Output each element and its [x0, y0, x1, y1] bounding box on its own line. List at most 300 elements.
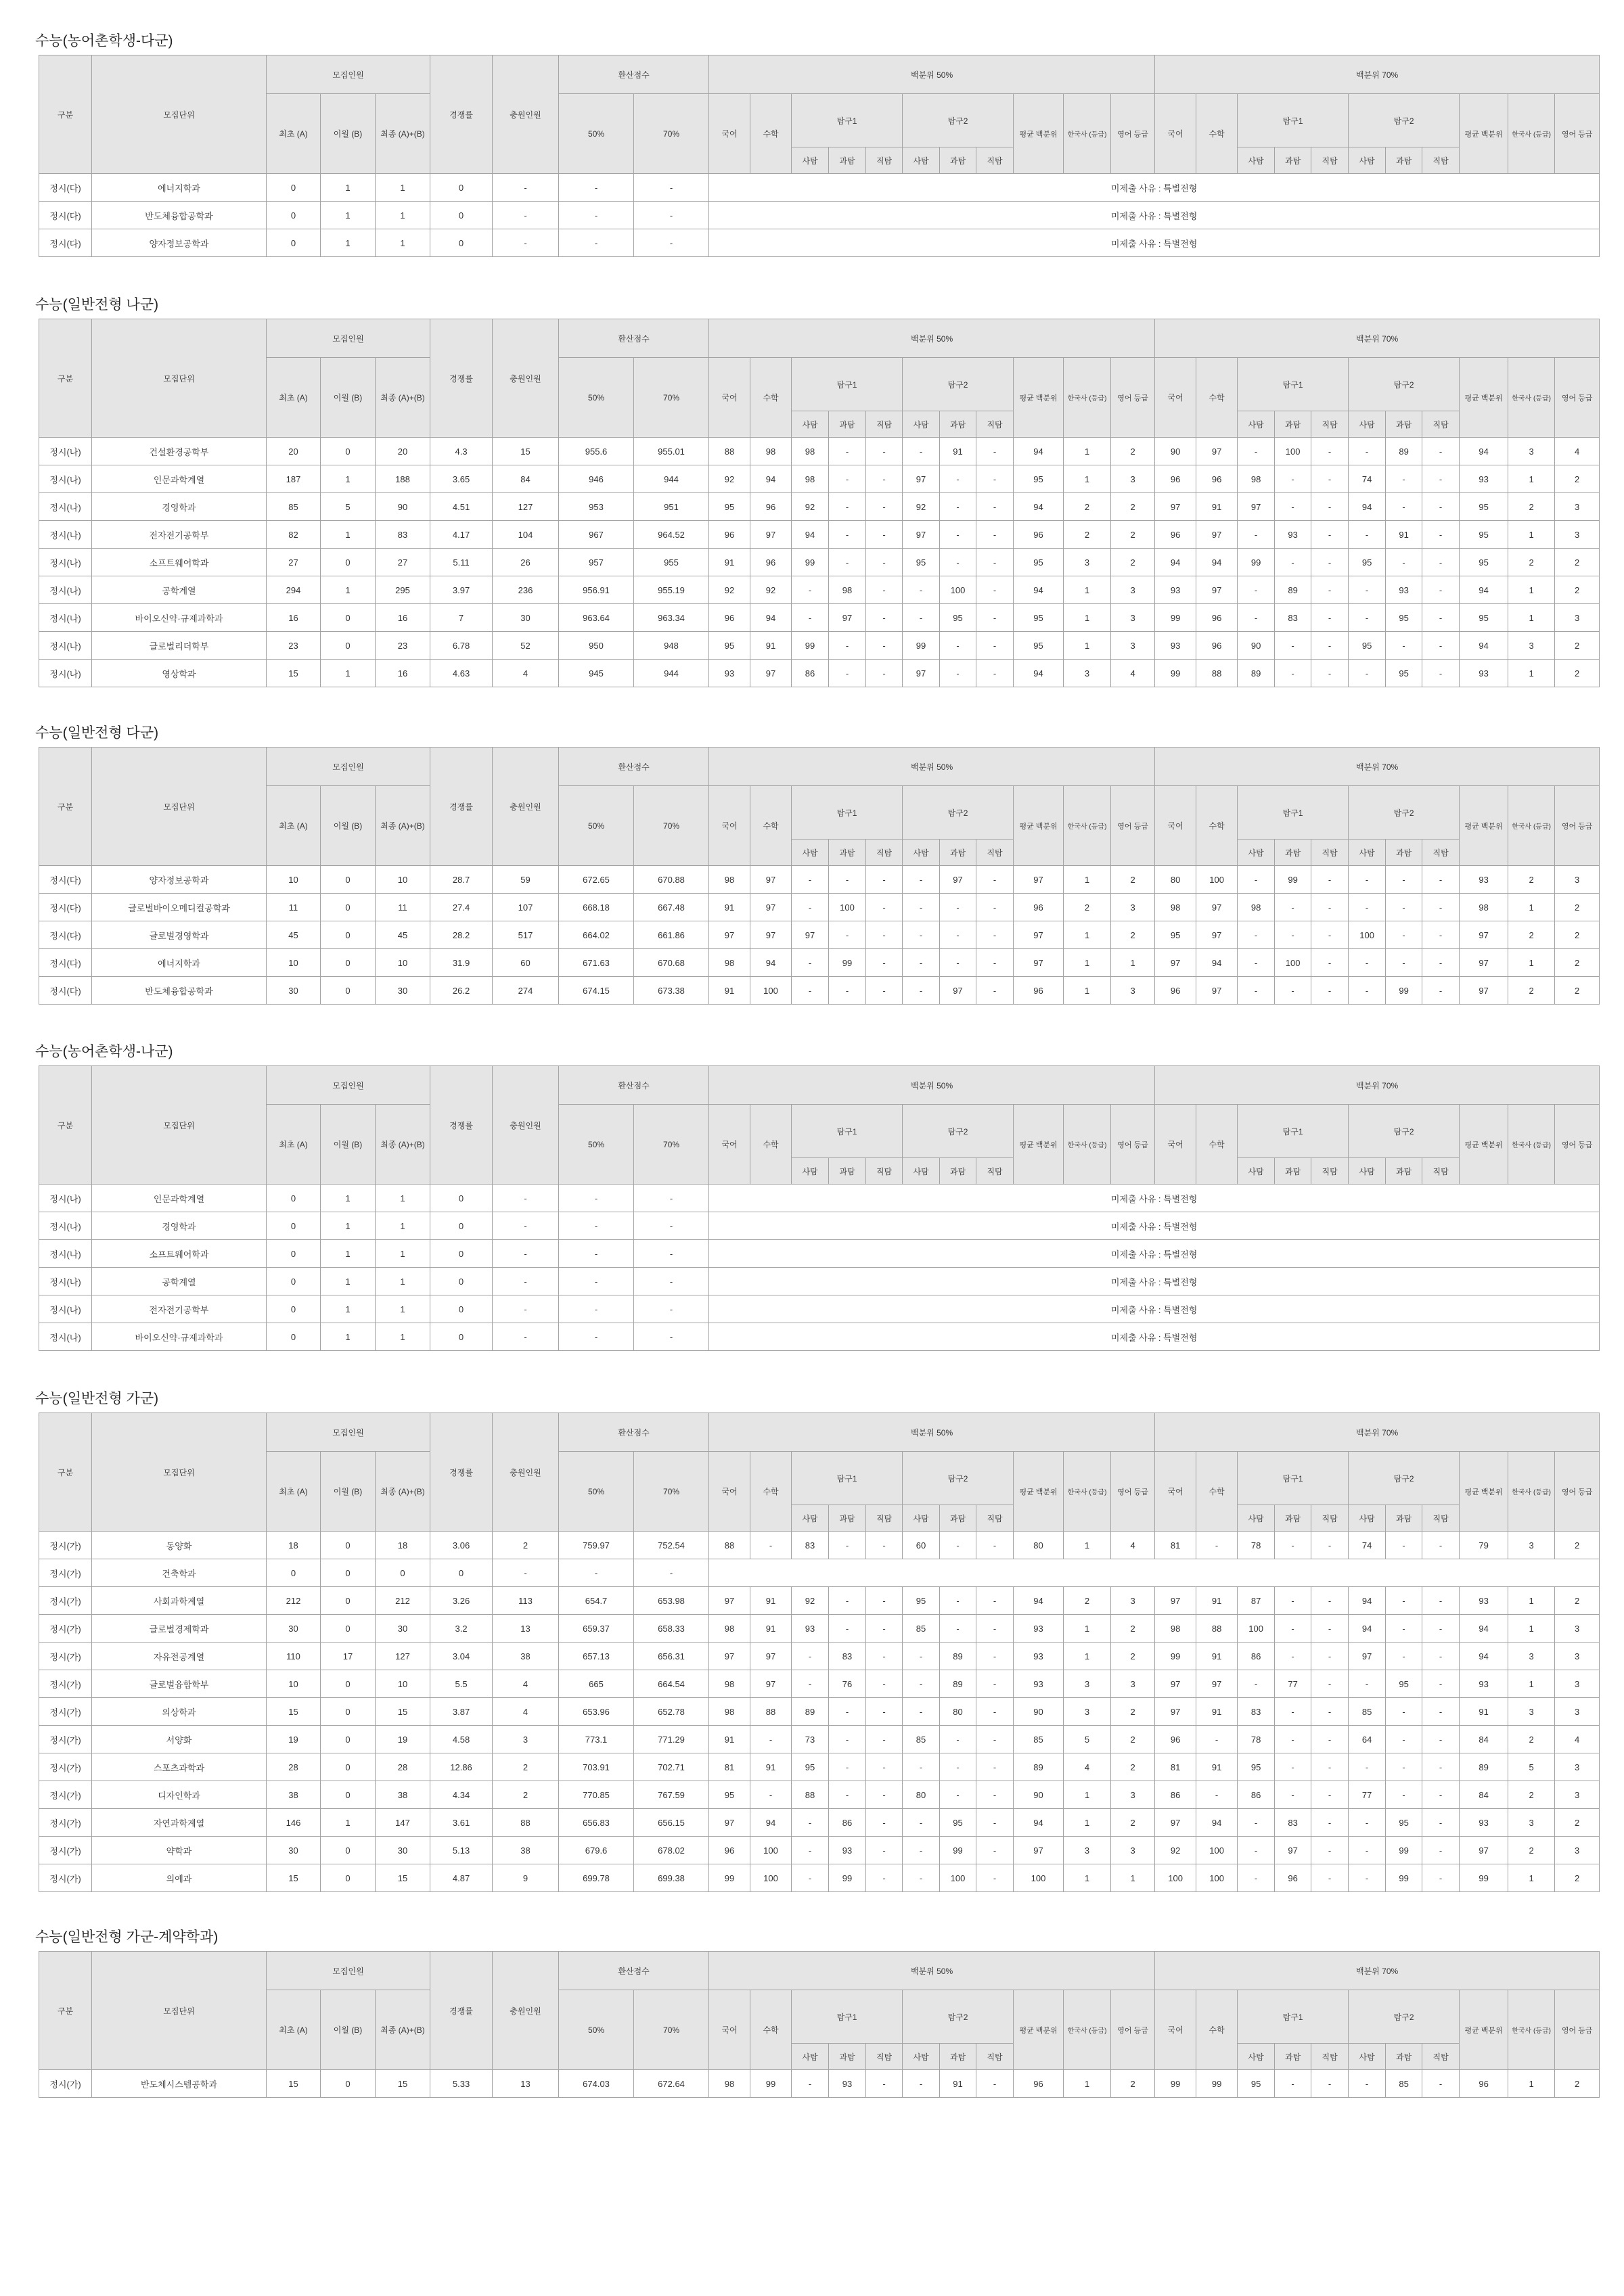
cell-p50-inquiry1-science: 83: [829, 1643, 866, 1670]
cell-initial-count: 10: [267, 1670, 321, 1698]
header-competition-ratio: 경쟁률: [430, 1066, 493, 1185]
cell-initial-count: 146: [267, 1809, 321, 1837]
table-row: [39, 1698, 1600, 1726]
cell-p50-average-percentile: 94: [1014, 1587, 1064, 1615]
table-row: [39, 1837, 1600, 1864]
header-converted-score: 환산점수: [559, 1952, 709, 1990]
header-english-grade: 영어 등급: [1555, 94, 1600, 174]
cell-p50-english-grade: 3: [1111, 604, 1155, 632]
header-math: 수학: [750, 786, 792, 866]
header-average-percentile: 평균 백분위: [1460, 94, 1508, 174]
cell-p50-inquiry1-social: -: [792, 576, 829, 604]
cell-competition-ratio: 27.4: [430, 894, 493, 921]
header-english-grade: 영어 등급: [1111, 358, 1155, 438]
cell-initial-count: 18: [267, 1532, 321, 1559]
cell-p70-inquiry2-science: -: [1386, 1587, 1422, 1615]
cell-p50-korean: 91: [709, 549, 750, 576]
cell-p50-math: 94: [750, 465, 792, 493]
cell-p70-inquiry1-science: -: [1275, 1615, 1311, 1643]
cell-p50-inquiry2-social: -: [903, 1643, 940, 1670]
cell-p70-inquiry1-social: -: [1238, 576, 1275, 604]
cell-p50-inquiry2-science: 89: [940, 1670, 976, 1698]
cell-competition-ratio: 0: [430, 229, 493, 257]
cell-p70-inquiry2-social: 100: [1349, 921, 1386, 949]
cell-additional-count: -: [493, 1268, 559, 1295]
admission-result-table: [39, 1951, 1600, 2098]
result-section: [35, 1385, 1600, 1892]
cell-additional-count: 236: [493, 576, 559, 604]
cell-p70-inquiry1-social: 95: [1238, 2070, 1275, 2098]
cell-carryover-count: 0: [321, 1559, 376, 1587]
cell-carryover-count: 1: [321, 1185, 376, 1212]
cell-initial-count: 0: [267, 1185, 321, 1212]
cell-p50-english-grade: 2: [1111, 521, 1155, 549]
cell-p70-inquiry1-vocational: -: [1311, 1753, 1349, 1781]
table-row: [39, 1643, 1600, 1670]
cell-p70-average-percentile: 97: [1460, 977, 1508, 1005]
header-average-percentile: 평균 백분위: [1460, 786, 1508, 866]
cell-p50-inquiry2-science: -: [940, 1532, 976, 1559]
header-converted-score: 환산점수: [559, 319, 709, 358]
cell-p50-inquiry2-science: -: [940, 894, 976, 921]
cell-p50-korean: 92: [709, 576, 750, 604]
cell-p50-inquiry1-science: 98: [829, 576, 866, 604]
cell-p50-inquiry1-social: -: [792, 1670, 829, 1698]
cell-p50-korean: 96: [709, 521, 750, 549]
cell-p50-inquiry1-social: 95: [792, 1753, 829, 1781]
cell-carryover-count: 0: [321, 632, 376, 660]
cell-admission-type: 정시(나): [39, 549, 92, 576]
cell-p50-average-percentile: 97: [1014, 1837, 1064, 1864]
cell-converted-score-50: 665: [559, 1670, 634, 1698]
cell-p70-inquiry1-vocational: -: [1311, 921, 1349, 949]
table-row: [39, 949, 1600, 977]
cell-p50-math: 98: [750, 438, 792, 465]
cell-p70-inquiry2-social: -: [1349, 2070, 1386, 2098]
cell-p70-inquiry1-science: -: [1275, 1726, 1311, 1753]
cell-p70-inquiry2-social: -: [1349, 1753, 1386, 1781]
cell-p70-english-grade: 3: [1555, 604, 1600, 632]
cell-p70-korean: 97: [1155, 1809, 1196, 1837]
header-vocational-inquiry: 직탐: [1422, 840, 1460, 866]
cell-recruit-unit: 글로벌경제학과: [92, 1615, 267, 1643]
cell-converted-score-50: -: [559, 174, 634, 202]
header-social-inquiry: 사탐: [903, 1505, 940, 1532]
cell-p50-history-grade: 1: [1064, 921, 1111, 949]
cell-p50-inquiry2-science: -: [940, 549, 976, 576]
cell-p70-inquiry1-social: 86: [1238, 1781, 1275, 1809]
cell-p70-inquiry1-science: 97: [1275, 1837, 1311, 1864]
cell-p70-korean: 99: [1155, 660, 1196, 687]
cell-carryover-count: 0: [321, 866, 376, 894]
cell-converted-score-70: 656.31: [634, 1643, 709, 1670]
header-science-inquiry: 과탐: [1275, 147, 1311, 174]
cell-admission-type: 정시(나): [39, 576, 92, 604]
cell-p50-history-grade: 3: [1064, 660, 1111, 687]
cell-competition-ratio: 7: [430, 604, 493, 632]
header-competition-ratio: 경쟁률: [430, 748, 493, 866]
cell-final-count: 1: [376, 1212, 430, 1240]
header-converted-score: 환산점수: [559, 748, 709, 786]
cell-p50-math: 94: [750, 1809, 792, 1837]
cell-admission-type: 정시(나): [39, 660, 92, 687]
cell-competition-ratio: 4.34: [430, 1781, 493, 1809]
cell-converted-score-70: 656.15: [634, 1809, 709, 1837]
cell-converted-score-70: 670.88: [634, 866, 709, 894]
cell-initial-count: 19: [267, 1726, 321, 1753]
cell-competition-ratio: 3.26: [430, 1587, 493, 1615]
cell-additional-count: 2: [493, 1781, 559, 1809]
cell-additional-count: 60: [493, 949, 559, 977]
cell-additional-count: 127: [493, 493, 559, 521]
cell-p50-average-percentile: 94: [1014, 660, 1064, 687]
header-inquiry1: 탐구1: [1238, 1105, 1349, 1158]
cell-p70-inquiry1-vocational: -: [1311, 1587, 1349, 1615]
cell-p70-average-percentile: 89: [1460, 1753, 1508, 1781]
cell-p50-math: 99: [750, 2070, 792, 2098]
header-vocational-inquiry: 직탐: [1311, 1505, 1349, 1532]
cell-converted-score-50: -: [559, 1240, 634, 1268]
cell-p70-inquiry1-social: -: [1238, 1837, 1275, 1864]
cell-carryover-count: 0: [321, 549, 376, 576]
cell-final-count: 15: [376, 2070, 430, 2098]
cell-p70-inquiry2-science: 93: [1386, 576, 1422, 604]
cell-p50-korean: 81: [709, 1753, 750, 1781]
cell-p70-korean: 99: [1155, 1643, 1196, 1670]
cell-p70-korean: 94: [1155, 549, 1196, 576]
cell-p70-math: 100: [1196, 1864, 1238, 1892]
cell-p50-average-percentile: 85: [1014, 1726, 1064, 1753]
cell-admission-type: 정시(나): [39, 1323, 92, 1351]
cell-p70-inquiry2-vocational: -: [1422, 660, 1460, 687]
cell-p50-korean: 88: [709, 1532, 750, 1559]
cell-converted-score-70: -: [634, 1212, 709, 1240]
cell-p70-english-grade: 2: [1555, 977, 1600, 1005]
cell-p70-math: 94: [1196, 549, 1238, 576]
cell-competition-ratio: 31.9: [430, 949, 493, 977]
cell-additional-count: 38: [493, 1643, 559, 1670]
cell-p50-inquiry1-social: -: [792, 1809, 829, 1837]
cell-converted-score-50: 679.6: [559, 1837, 634, 1864]
cell-converted-score-70: -: [634, 229, 709, 257]
cell-p50-math: 94: [750, 949, 792, 977]
cell-p50-inquiry1-vocational: -: [866, 2070, 903, 2098]
cell-p70-math: -: [1196, 1726, 1238, 1753]
cell-p70-inquiry2-science: 99: [1386, 1864, 1422, 1892]
header-row-middle: [39, 786, 1600, 840]
cell-p50-korean: 96: [709, 1837, 750, 1864]
cell-p50-inquiry2-science: -: [940, 660, 976, 687]
header-math: 수학: [750, 94, 792, 174]
header-recruit-count: 모집인원: [267, 55, 430, 94]
cell-p50-math: 88: [750, 1698, 792, 1726]
cell-p50-inquiry2-vocational: -: [976, 1809, 1014, 1837]
header-science-inquiry: 과탐: [1275, 411, 1311, 438]
header-row-top: [39, 1952, 1600, 1990]
cell-p50-history-grade: 1: [1064, 949, 1111, 977]
cell-p70-inquiry2-science: -: [1386, 1615, 1422, 1643]
cell-recruit-unit: 글로벌바이오메디컬공학과: [92, 894, 267, 921]
cell-converted-score-70: 955.19: [634, 576, 709, 604]
cell-p50-inquiry2-science: -: [940, 1753, 976, 1781]
header-competition-ratio: 경쟁률: [430, 55, 493, 174]
cell-p70-inquiry1-science: -: [1275, 1781, 1311, 1809]
cell-p70-inquiry2-vocational: -: [1422, 632, 1460, 660]
cell-carryover-count: 0: [321, 1837, 376, 1864]
header-vocational-inquiry: 직탐: [976, 411, 1014, 438]
header-social-inquiry: 사탐: [792, 1158, 829, 1185]
cell-initial-count: 11: [267, 894, 321, 921]
cell-converted-score-70: -: [634, 1268, 709, 1295]
cell-recruit-unit: 양자정보공학과: [92, 866, 267, 894]
cell-p50-inquiry1-social: 98: [792, 438, 829, 465]
cell-p70-english-grade: 2: [1555, 949, 1600, 977]
cell-recruit-unit: 반도체시스템공학과: [92, 2070, 267, 2098]
admission-result-table: [39, 319, 1600, 687]
cell-p70-inquiry2-science: -: [1386, 921, 1422, 949]
cell-p70-history-grade: 2: [1508, 1781, 1555, 1809]
cell-converted-score-50: 946: [559, 465, 634, 493]
cell-p50-english-grade: 3: [1111, 894, 1155, 921]
cell-initial-count: 0: [267, 1212, 321, 1240]
cell-initial-count: 27: [267, 549, 321, 576]
table-header: [39, 748, 1600, 866]
header-inquiry2: 탐구2: [903, 786, 1014, 840]
cell-admission-type: 정시(나): [39, 1185, 92, 1212]
cell-p70-english-grade: 3: [1555, 1643, 1600, 1670]
header-math: 수학: [1196, 1105, 1238, 1185]
cell-competition-ratio: 5.5: [430, 1670, 493, 1698]
cell-p70-korean: 97: [1155, 1698, 1196, 1726]
cell-p70-inquiry2-science: -: [1386, 1781, 1422, 1809]
header-converted-score: 환산점수: [559, 55, 709, 94]
cell-p70-inquiry2-science: -: [1386, 493, 1422, 521]
cell-additional-count: 9: [493, 1864, 559, 1892]
cell-p70-english-grade: 2: [1555, 632, 1600, 660]
cell-p70-history-grade: 3: [1508, 1643, 1555, 1670]
cell-p70-history-grade: 1: [1508, 2070, 1555, 2098]
cell-carryover-count: 1: [321, 576, 376, 604]
table-row: [39, 549, 1600, 576]
cell-admission-type: 정시(가): [39, 1587, 92, 1615]
cell-p70-english-grade: 3: [1555, 493, 1600, 521]
header-recruit-count: 모집인원: [267, 1413, 430, 1452]
cell-p70-history-grade: 2: [1508, 1837, 1555, 1864]
cell-p50-inquiry2-vocational: -: [976, 438, 1014, 465]
cell-p50-average-percentile: 95: [1014, 604, 1064, 632]
admission-result-table: [39, 1065, 1600, 1351]
cell-p50-inquiry2-social: 97: [903, 521, 940, 549]
cell-p50-inquiry1-social: 83: [792, 1532, 829, 1559]
cell-p50-inquiry1-vocational: -: [866, 1532, 903, 1559]
cell-p50-average-percentile: 80: [1014, 1532, 1064, 1559]
cell-p50-english-grade: 2: [1111, 1615, 1155, 1643]
cell-admission-type: 정시(나): [39, 632, 92, 660]
cell-p70-inquiry1-vocational: -: [1311, 1615, 1349, 1643]
cell-p50-inquiry2-vocational: -: [976, 921, 1014, 949]
cell-p70-history-grade: 2: [1508, 1726, 1555, 1753]
header-history-grade: 한국사 (등급): [1508, 786, 1555, 866]
cell-carryover-count: 0: [321, 921, 376, 949]
cell-p70-korean: 96: [1155, 977, 1196, 1005]
cell-p70-inquiry1-vocational: -: [1311, 1698, 1349, 1726]
cell-p70-korean: 96: [1155, 465, 1196, 493]
header-inquiry2: 탐구2: [903, 1452, 1014, 1505]
cell-admission-type: 정시(가): [39, 1670, 92, 1698]
header-vocational-inquiry: 직탐: [866, 147, 903, 174]
cell-p50-average-percentile: 96: [1014, 521, 1064, 549]
cell-p70-inquiry1-science: -: [1275, 1753, 1311, 1781]
cell-additional-count: 88: [493, 1809, 559, 1837]
cell-p50-english-grade: 3: [1111, 632, 1155, 660]
table-row: [39, 1268, 1600, 1295]
cell-converted-score-70: 653.98: [634, 1587, 709, 1615]
cell-p70-inquiry1-science: 89: [1275, 576, 1311, 604]
cell-p70-average-percentile: 95: [1460, 549, 1508, 576]
cell-p50-inquiry2-vocational: -: [976, 1781, 1014, 1809]
cell-competition-ratio: 3.06: [430, 1532, 493, 1559]
cell-p70-english-grade: 2: [1555, 576, 1600, 604]
header-initial-count: 최초 (A): [267, 94, 321, 174]
cell-p50-inquiry1-vocational: -: [866, 1753, 903, 1781]
cell-p70-inquiry1-social: 86: [1238, 1643, 1275, 1670]
cell-p70-history-grade: 1: [1508, 660, 1555, 687]
cell-p50-inquiry2-social: 99: [903, 632, 940, 660]
cell-p50-math: 97: [750, 1670, 792, 1698]
cell-p50-history-grade: 2: [1064, 1587, 1111, 1615]
cell-additional-count: 13: [493, 2070, 559, 2098]
cell-p70-inquiry2-vocational: -: [1422, 604, 1460, 632]
cell-p70-inquiry2-social: -: [1349, 1809, 1386, 1837]
cell-converted-score-50: 945: [559, 660, 634, 687]
header-converted-70: 70%: [634, 1990, 709, 2070]
cell-p70-inquiry2-vocational: -: [1422, 1837, 1460, 1864]
cell-p50-inquiry2-science: 100: [940, 576, 976, 604]
cell-additional-count: -: [493, 229, 559, 257]
cell-admission-type: 정시(나): [39, 604, 92, 632]
cell-p70-history-grade: 2: [1508, 493, 1555, 521]
header-history-grade: 한국사 (등급): [1064, 1105, 1111, 1185]
cell-converted-score-50: 653.96: [559, 1698, 634, 1726]
cell-converted-score-50: -: [559, 1323, 634, 1351]
cell-converted-score-50: 703.91: [559, 1753, 634, 1781]
header-recruit-unit: 모집단위: [92, 1952, 267, 2070]
cell-competition-ratio: 0: [430, 1240, 493, 1268]
cell-final-count: 1: [376, 202, 430, 229]
cell-recruit-unit: 바이오신약·규제과학과: [92, 1323, 267, 1351]
table-row: [39, 921, 1600, 949]
table-row: [39, 1559, 1600, 1587]
cell-initial-count: 30: [267, 1837, 321, 1864]
cell-p50-inquiry1-vocational: -: [866, 977, 903, 1005]
cell-p70-average-percentile: 99: [1460, 1864, 1508, 1892]
table-row: [39, 1726, 1600, 1753]
header-history-grade: 한국사 (등급): [1508, 1990, 1555, 2070]
cell-p70-inquiry1-vocational: -: [1311, 866, 1349, 894]
cell-p50-english-grade: 2: [1111, 866, 1155, 894]
header-final-count: 최종 (A)+(B): [376, 1452, 430, 1532]
cell-converted-score-70: 673.38: [634, 977, 709, 1005]
cell-p70-history-grade: 1: [1508, 604, 1555, 632]
cell-final-count: 1: [376, 1323, 430, 1351]
header-english-grade: 영어 등급: [1555, 1452, 1600, 1532]
cell-p50-english-grade: 2: [1111, 549, 1155, 576]
header-science-inquiry: 과탐: [1386, 411, 1422, 438]
header-science-inquiry: 과탐: [940, 840, 976, 866]
cell-p70-inquiry2-vocational: -: [1422, 438, 1460, 465]
cell-p50-inquiry1-social: -: [792, 977, 829, 1005]
cell-p50-inquiry2-science: 97: [940, 977, 976, 1005]
cell-p70-inquiry2-social: 74: [1349, 1532, 1386, 1559]
cell-admission-type: 정시(다): [39, 921, 92, 949]
cell-p70-inquiry2-vocational: -: [1422, 1781, 1460, 1809]
cell-converted-score-70: 699.38: [634, 1864, 709, 1892]
cell-final-count: 30: [376, 977, 430, 1005]
cell-p50-average-percentile: 95: [1014, 632, 1064, 660]
cell-p50-history-grade: 4: [1064, 1753, 1111, 1781]
cell-competition-ratio: 5.33: [430, 2070, 493, 2098]
cell-p50-english-grade: 3: [1111, 1837, 1155, 1864]
cell-p50-inquiry1-science: 97: [829, 604, 866, 632]
header-korean: 국어: [1155, 94, 1196, 174]
cell-competition-ratio: 6.78: [430, 632, 493, 660]
cell-p50-inquiry1-social: 88: [792, 1781, 829, 1809]
header-math: 수학: [750, 1452, 792, 1532]
cell-carryover-count: 0: [321, 977, 376, 1005]
cell-p70-average-percentile: 84: [1460, 1726, 1508, 1753]
cell-converted-score-70: 955: [634, 549, 709, 576]
header-percentile-50: 백분위 50%: [709, 748, 1155, 786]
header-vocational-inquiry: 직탐: [1311, 1158, 1349, 1185]
note-cell: 미제출 사유 : 특별전형: [709, 1295, 1600, 1323]
cell-p70-inquiry2-social: 94: [1349, 1615, 1386, 1643]
cell-final-count: 16: [376, 604, 430, 632]
header-row-middle: [39, 1105, 1600, 1158]
cell-p70-inquiry1-vocational: -: [1311, 894, 1349, 921]
cell-converted-score-50: -: [559, 202, 634, 229]
header-percentile-70: 백분위 70%: [1155, 748, 1600, 786]
cell-p70-math: 100: [1196, 1837, 1238, 1864]
cell-p70-inquiry1-science: 96: [1275, 1864, 1311, 1892]
header-row-top: [39, 55, 1600, 94]
cell-converted-score-50: 956.91: [559, 576, 634, 604]
cell-p50-inquiry2-social: -: [903, 1837, 940, 1864]
cell-p70-inquiry1-science: -: [1275, 493, 1311, 521]
header-social-inquiry: 사탐: [792, 147, 829, 174]
cell-p70-history-grade: 2: [1508, 549, 1555, 576]
cell-p70-inquiry2-science: -: [1386, 949, 1422, 977]
cell-p70-math: 100: [1196, 866, 1238, 894]
cell-p50-inquiry2-vocational: -: [976, 1864, 1014, 1892]
cell-p70-math: 97: [1196, 1670, 1238, 1698]
cell-admission-type: 정시(가): [39, 1753, 92, 1781]
cell-p50-inquiry1-vocational: -: [866, 1781, 903, 1809]
cell-p70-inquiry1-science: -: [1275, 2070, 1311, 2098]
cell-p70-average-percentile: 94: [1460, 438, 1508, 465]
cell-p70-math: 97: [1196, 894, 1238, 921]
note-cell: 미제출 사유 : 특별전형: [709, 1240, 1600, 1268]
cell-recruit-unit: 반도체융합공학과: [92, 977, 267, 1005]
header-inquiry2: 탐구2: [1349, 358, 1460, 411]
header-average-percentile: 평균 백분위: [1014, 1990, 1064, 2070]
cell-p50-history-grade: 1: [1064, 1809, 1111, 1837]
cell-recruit-unit: 전자전기공학부: [92, 1295, 267, 1323]
table-row: [39, 493, 1600, 521]
cell-p50-inquiry1-vocational: -: [866, 1670, 903, 1698]
header-row-middle: [39, 94, 1600, 147]
cell-competition-ratio: 12.86: [430, 1753, 493, 1781]
cell-p70-history-grade: 3: [1508, 1532, 1555, 1559]
